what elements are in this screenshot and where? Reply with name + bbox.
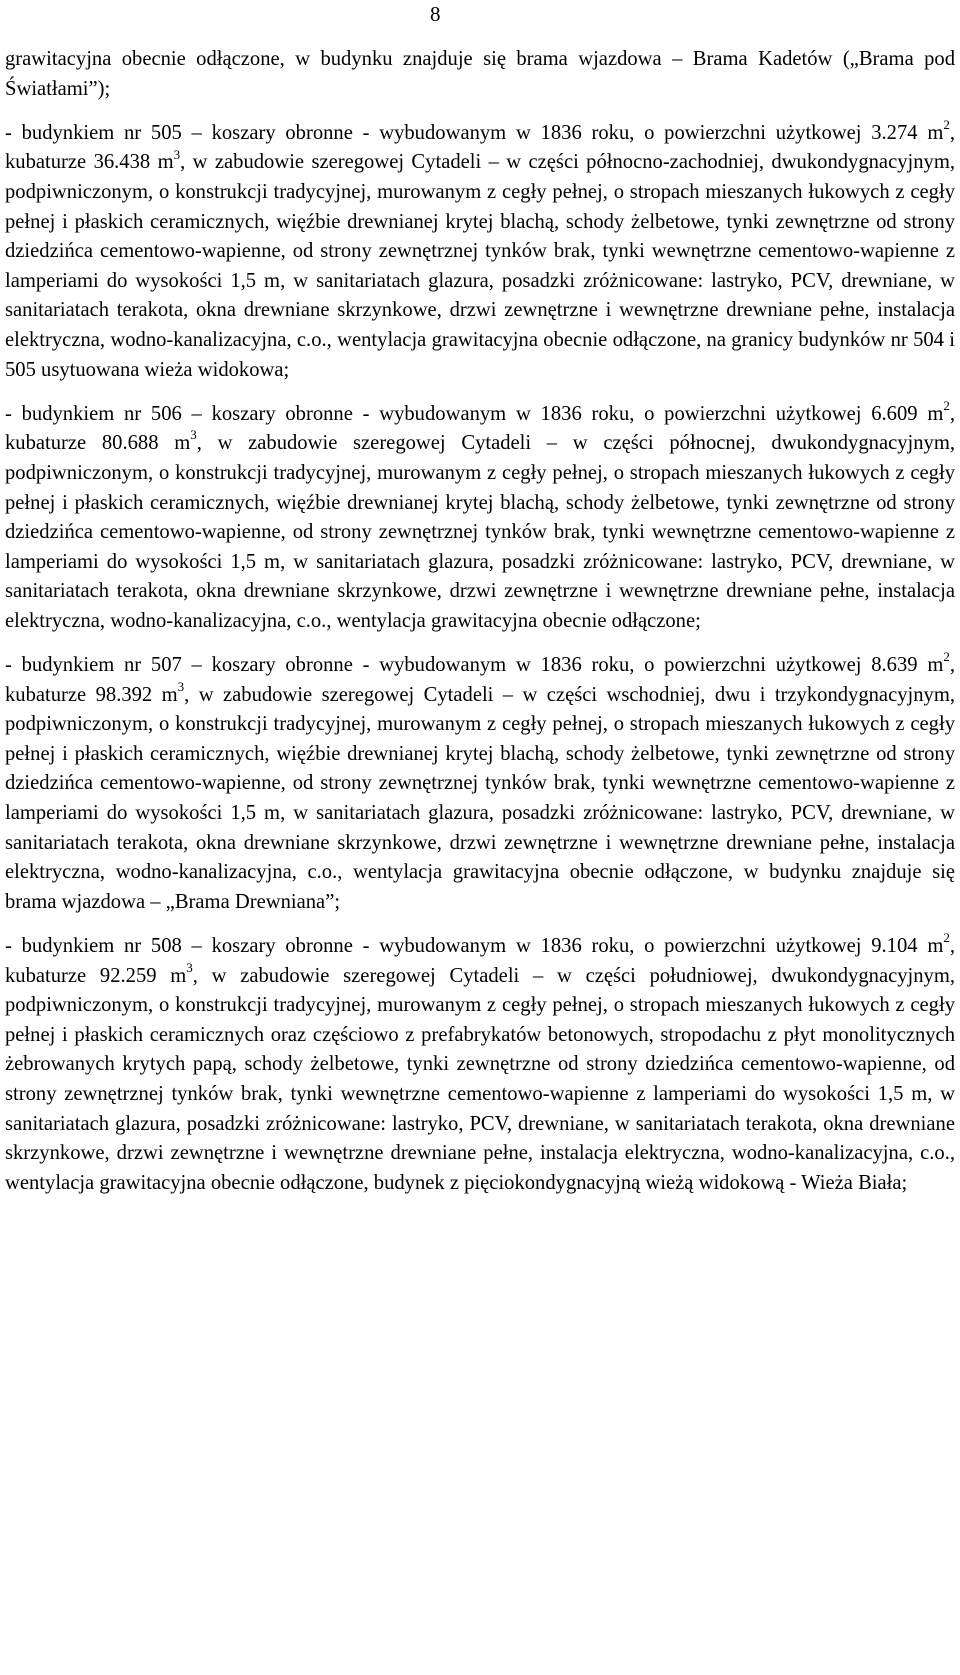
- superscript: 2: [943, 397, 950, 413]
- text-segment: - budynkiem nr 508 – koszary obronne - wybudowanym w 1836 roku, o powierzchni użytkowej 9.104 m: [5, 935, 944, 957]
- superscript: 3: [190, 427, 197, 443]
- superscript: 2: [943, 649, 950, 665]
- paragraph-building-505: [5, 116, 955, 385]
- superscript: 2: [943, 930, 950, 946]
- text-segment: , w zabudowie szeregowej Cytadeli – w części północno-zachodniej, dwukondygnacyjnym, podpiwniczonym, o konstrukcji tradycyjnej, murowanym z cegły pełnej, o stropach mieszanych łukowych z cegły pełnej i płaskich ceramicznych, więźbie drewnianej krytej blachą, schody żelbetowe, tynki zewnętrzne od strony dziedzińca cementowo-wapienne, od strony zewnętrznej tynków brak, tynki wewnętrzne cementowo-wapienne z lamperiami do wysokości 1,5 m, w sanitariatach glazura, posadzki zróżnicowane: lastryko, PCV, drewniane, w sanitariatach terakota, okna drewniane skrzynkowe, drzwi zewnętrzne i wewnętrzne drewniane pełne, instalacja elektryczna, wodno-kanalizacyjna, c.o., wentylacja grawitacyjna obecnie odłączone, na granicy budynków nr 504 i 505 usytuowana wieża widokowa;: [5, 151, 955, 381]
- text-segment: , kubaturze 80.688 m: [5, 402, 955, 455]
- text-segment: - budynkiem nr 506 – koszary obronne - wybudowanym w 1836 roku, o powierzchni użytkowej 6.609 m: [5, 402, 944, 425]
- text-segment: , kubaturze 92.259 m: [5, 935, 955, 987]
- text-segment: , kubaturze 98.392 m: [5, 654, 955, 706]
- paragraph-building-506: [5, 397, 956, 637]
- paragraph-continuation: grawitacyjna obecnie odłączone, w budynku znajduje się brama wjazdowa – Brama Kadetów („Brama pod Światłami”);: [5, 48, 955, 100]
- text-segment: - budynkiem nr 505 – koszary obronne - wybudowanym w 1836 roku, o powierzchni użytkowej 3.274 m: [5, 121, 944, 144]
- page-number: 8: [430, 2, 441, 26]
- paragraph-building-507: [5, 651, 955, 917]
- superscript: 3: [173, 146, 181, 162]
- text-segment: , w zabudowie szeregowej Cytadeli – w części północnej, dwukondygnacyjnym, podpiwniczonym, o konstrukcji tradycyjnej, murowanym z cegły pełnej, o stropach mieszanych łukowych z cegły pełnej i płaskich ceramicznych, więźbie drewnianej krytej blachą, schody żelbetowe, tynki zewnętrzne od strony dziedzińca cementowo-wapienne, od strony zewnętrznej tynków brak, tynki wewnętrzne cementowo-wapienne z lamperiami do wysokości 1,5 m, w sanitariatach glazura, posadzki zróżnicowane: lastryko, PCV, drewniane, w sanitariatach terakota, okna drewniane skrzynkowe, drzwi zewnętrzne i wewnętrzne drewniane pełne, instalacja elektryczna, wodno-kanalizacyjna, c.o., wentylacja grawitacyjna obecnie odłączone;: [5, 432, 956, 632]
- document-body: [5, 45, 955, 1213]
- text-segment: , w zabudowie szeregowej Cytadeli – w części południowej, dwukondygnacyjnym, podpiwniczonym, o konstrukcji tradycyjnej, murowanym z cegły pełnej, o stropach mieszanych łukowych z cegły pełnej i płaskich ceramicznych oraz częściowo z prefabrykatów betonowych, stropodachu z płyt monolitycznych żebrowanych krytych papą, schody żelbetowe, tynki zewnętrzne od strony dziedzińca cementowo-wapienne, od strony zewnętrznej tynków brak, tynki wewnętrzne cementowo-wapienne z lamperiami do wysokości 1,5 m, w sanitariatach glazura, posadzki zróżnicowane: lastryko, PCV, drewniane, w sanitariatach terakota, okna drewniane skrzynkowe, drzwi zewnętrzne i wewnętrzne drewniane pełne, instalacja elektryczna, wodno-kanalizacyjna, c.o., wentylacja grawitacyjna obecnie odłączone, budynek z pięciokondygnacyjną wieżą widokową - Wieża Biała;: [5, 964, 956, 1194]
- superscript: 3: [177, 678, 185, 694]
- superscript: 3: [186, 959, 193, 975]
- text-segment: , w zabudowie szeregowej Cytadeli – w części wschodniej, dwu i trzykondygnacyjnym, podpiwniczonym, o konstrukcji tradycyjnej, murowanym z cegły pełnej, o stropach mieszanych łukowych z cegły pełnej i płaskich ceramicznych, więźbie drewnianej krytej blachą, schody żelbetowe, tynki zewnętrzne od strony dziedzińca cementowo-wapienne, od strony zewnętrznej tynków brak, tynki wewnętrzne cementowo-wapienne z lamperiami do wysokości 1,5 m, w sanitariatach glazura, posadzki zróżnicowane: lastryko, PCV, drewniane, w sanitariatach terakota, okna drewniane skrzynkowe, drzwi zewnętrzne i wewnętrzne drewniane pełne, instalacja elektryczna, wodno-kanalizacyjna, c.o., wentylacja grawitacyjna obecnie odłączone, w budynku znajduje się brama wjazdowa – „Brama Drewniana”;: [5, 683, 955, 913]
- superscript: 2: [943, 116, 950, 132]
- paragraph-building-508: [5, 932, 955, 1198]
- text-segment: - budynkiem nr 507 – koszary obronne - wybudowanym w 1836 roku, o powierzchni użytkowej 8.639 m: [5, 654, 944, 677]
- text-segment: , kubaturze 36.438 m: [5, 121, 955, 174]
